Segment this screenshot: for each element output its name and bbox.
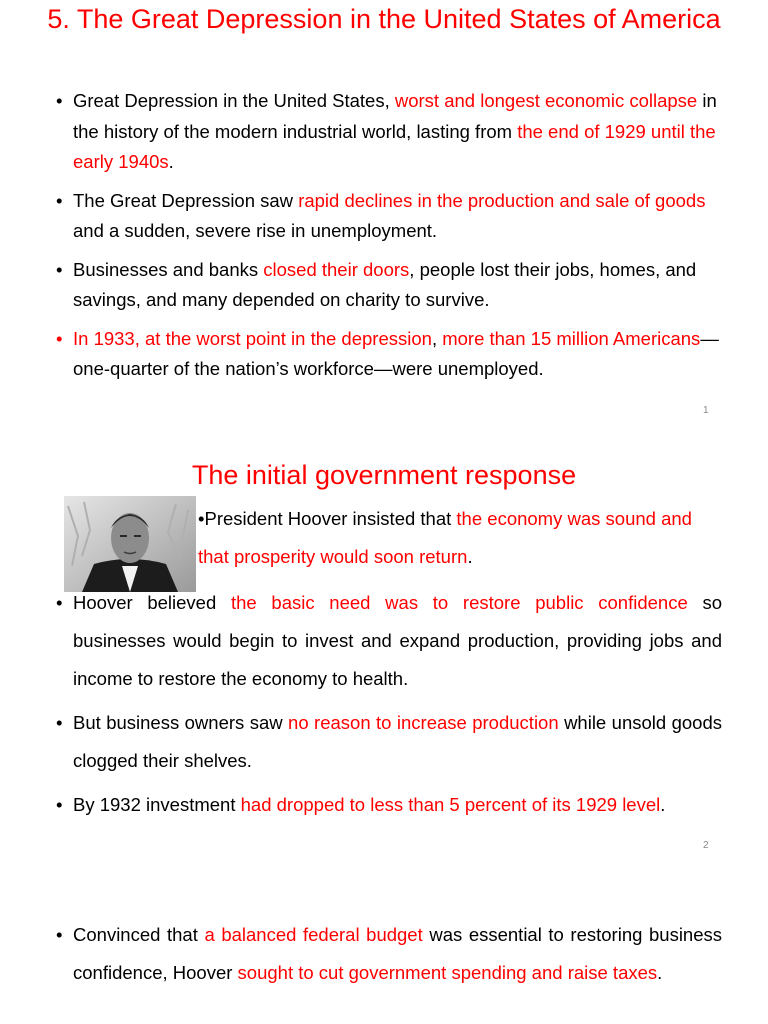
highlighted-text: more than 15 million Americans [442, 327, 701, 349]
highlighted-text: had dropped to less than 5 percent of its 1929 level [240, 794, 661, 815]
body-text: and a sudden, severe rise in unemployment. [73, 220, 438, 241]
body-text: , [431, 327, 443, 349]
body-text: in the history of the modern industrial world, lasting from [73, 90, 717, 142]
hoover-portrait-image [64, 496, 196, 592]
body-text: . [467, 546, 473, 567]
body-text: so businesses would begin to invest and expand production, providing jobs and income to restore the economy to health. [73, 592, 722, 689]
body-text: •President Hoover insisted that [198, 508, 457, 529]
slide-1-title: 5. The Great Depression in the United States of America [47, 4, 721, 34]
highlighted-text: rapid declines in the production and sale of goods [298, 189, 706, 211]
body-text: Businesses and banks [73, 258, 264, 280]
body-text: . [168, 151, 174, 172]
bullet-item [56, 584, 722, 698]
slide-2-bullet-list [56, 584, 722, 830]
highlighted-text: the end of 1929 until the early 1940s [73, 120, 716, 172]
highlighted-text: the basic need was to restore public confidence [230, 592, 688, 613]
body-text: , people lost their jobs, homes, and savings, and many depended on charity to survive. [73, 258, 697, 310]
hoover-photo [64, 496, 196, 592]
page-number: 2 [703, 840, 709, 851]
highlighted-text: worst and longest economic collapse [394, 90, 698, 111]
body-text: Great Depression in the United States, [73, 90, 395, 111]
bullet-item [56, 324, 722, 385]
body-text: —one-quarter of the nation’s workforce—were unemployed. [73, 327, 719, 379]
bullet-item [56, 916, 722, 992]
page-number: 1 [703, 405, 709, 416]
slide-3-bullet-list [56, 916, 722, 998]
body-text: But business owners saw [73, 712, 289, 733]
slide-1 [0, 0, 768, 430]
bullet-item [56, 704, 722, 780]
highlighted-text: In 1933, at the worst point in the depression [73, 327, 432, 349]
body-text: was essential to restoring business confidence, Hoover [73, 924, 723, 983]
slide-3 [0, 890, 768, 1024]
body-text: while unsold goods clogged their shelves. [73, 712, 722, 771]
highlighted-text: no reason to increase production [288, 712, 559, 733]
bullet-item [56, 255, 722, 316]
bullet-item [56, 186, 722, 247]
body-text: The Great Depression saw [73, 189, 299, 211]
highlighted-text: the economy was sound and that prosperity would soon return [198, 508, 692, 567]
highlighted-text: closed their doors [263, 258, 410, 280]
body-text: Convinced that [73, 924, 205, 945]
body-text: By 1932 investment [73, 794, 241, 815]
body-text: . [660, 794, 666, 815]
bullet-item [56, 86, 722, 178]
slide-1-bullet-list [56, 86, 722, 393]
slide-2-title: The initial government response [191, 460, 577, 490]
bullet-item [56, 786, 722, 824]
highlighted-text: a balanced federal budget [204, 924, 423, 945]
body-text: . [657, 962, 663, 983]
highlighted-text: sought to cut government spending and raise taxes [237, 962, 658, 983]
slide-2 [0, 440, 768, 860]
hoover-intro-text [198, 500, 722, 576]
body-text: Hoover believed [73, 592, 231, 613]
